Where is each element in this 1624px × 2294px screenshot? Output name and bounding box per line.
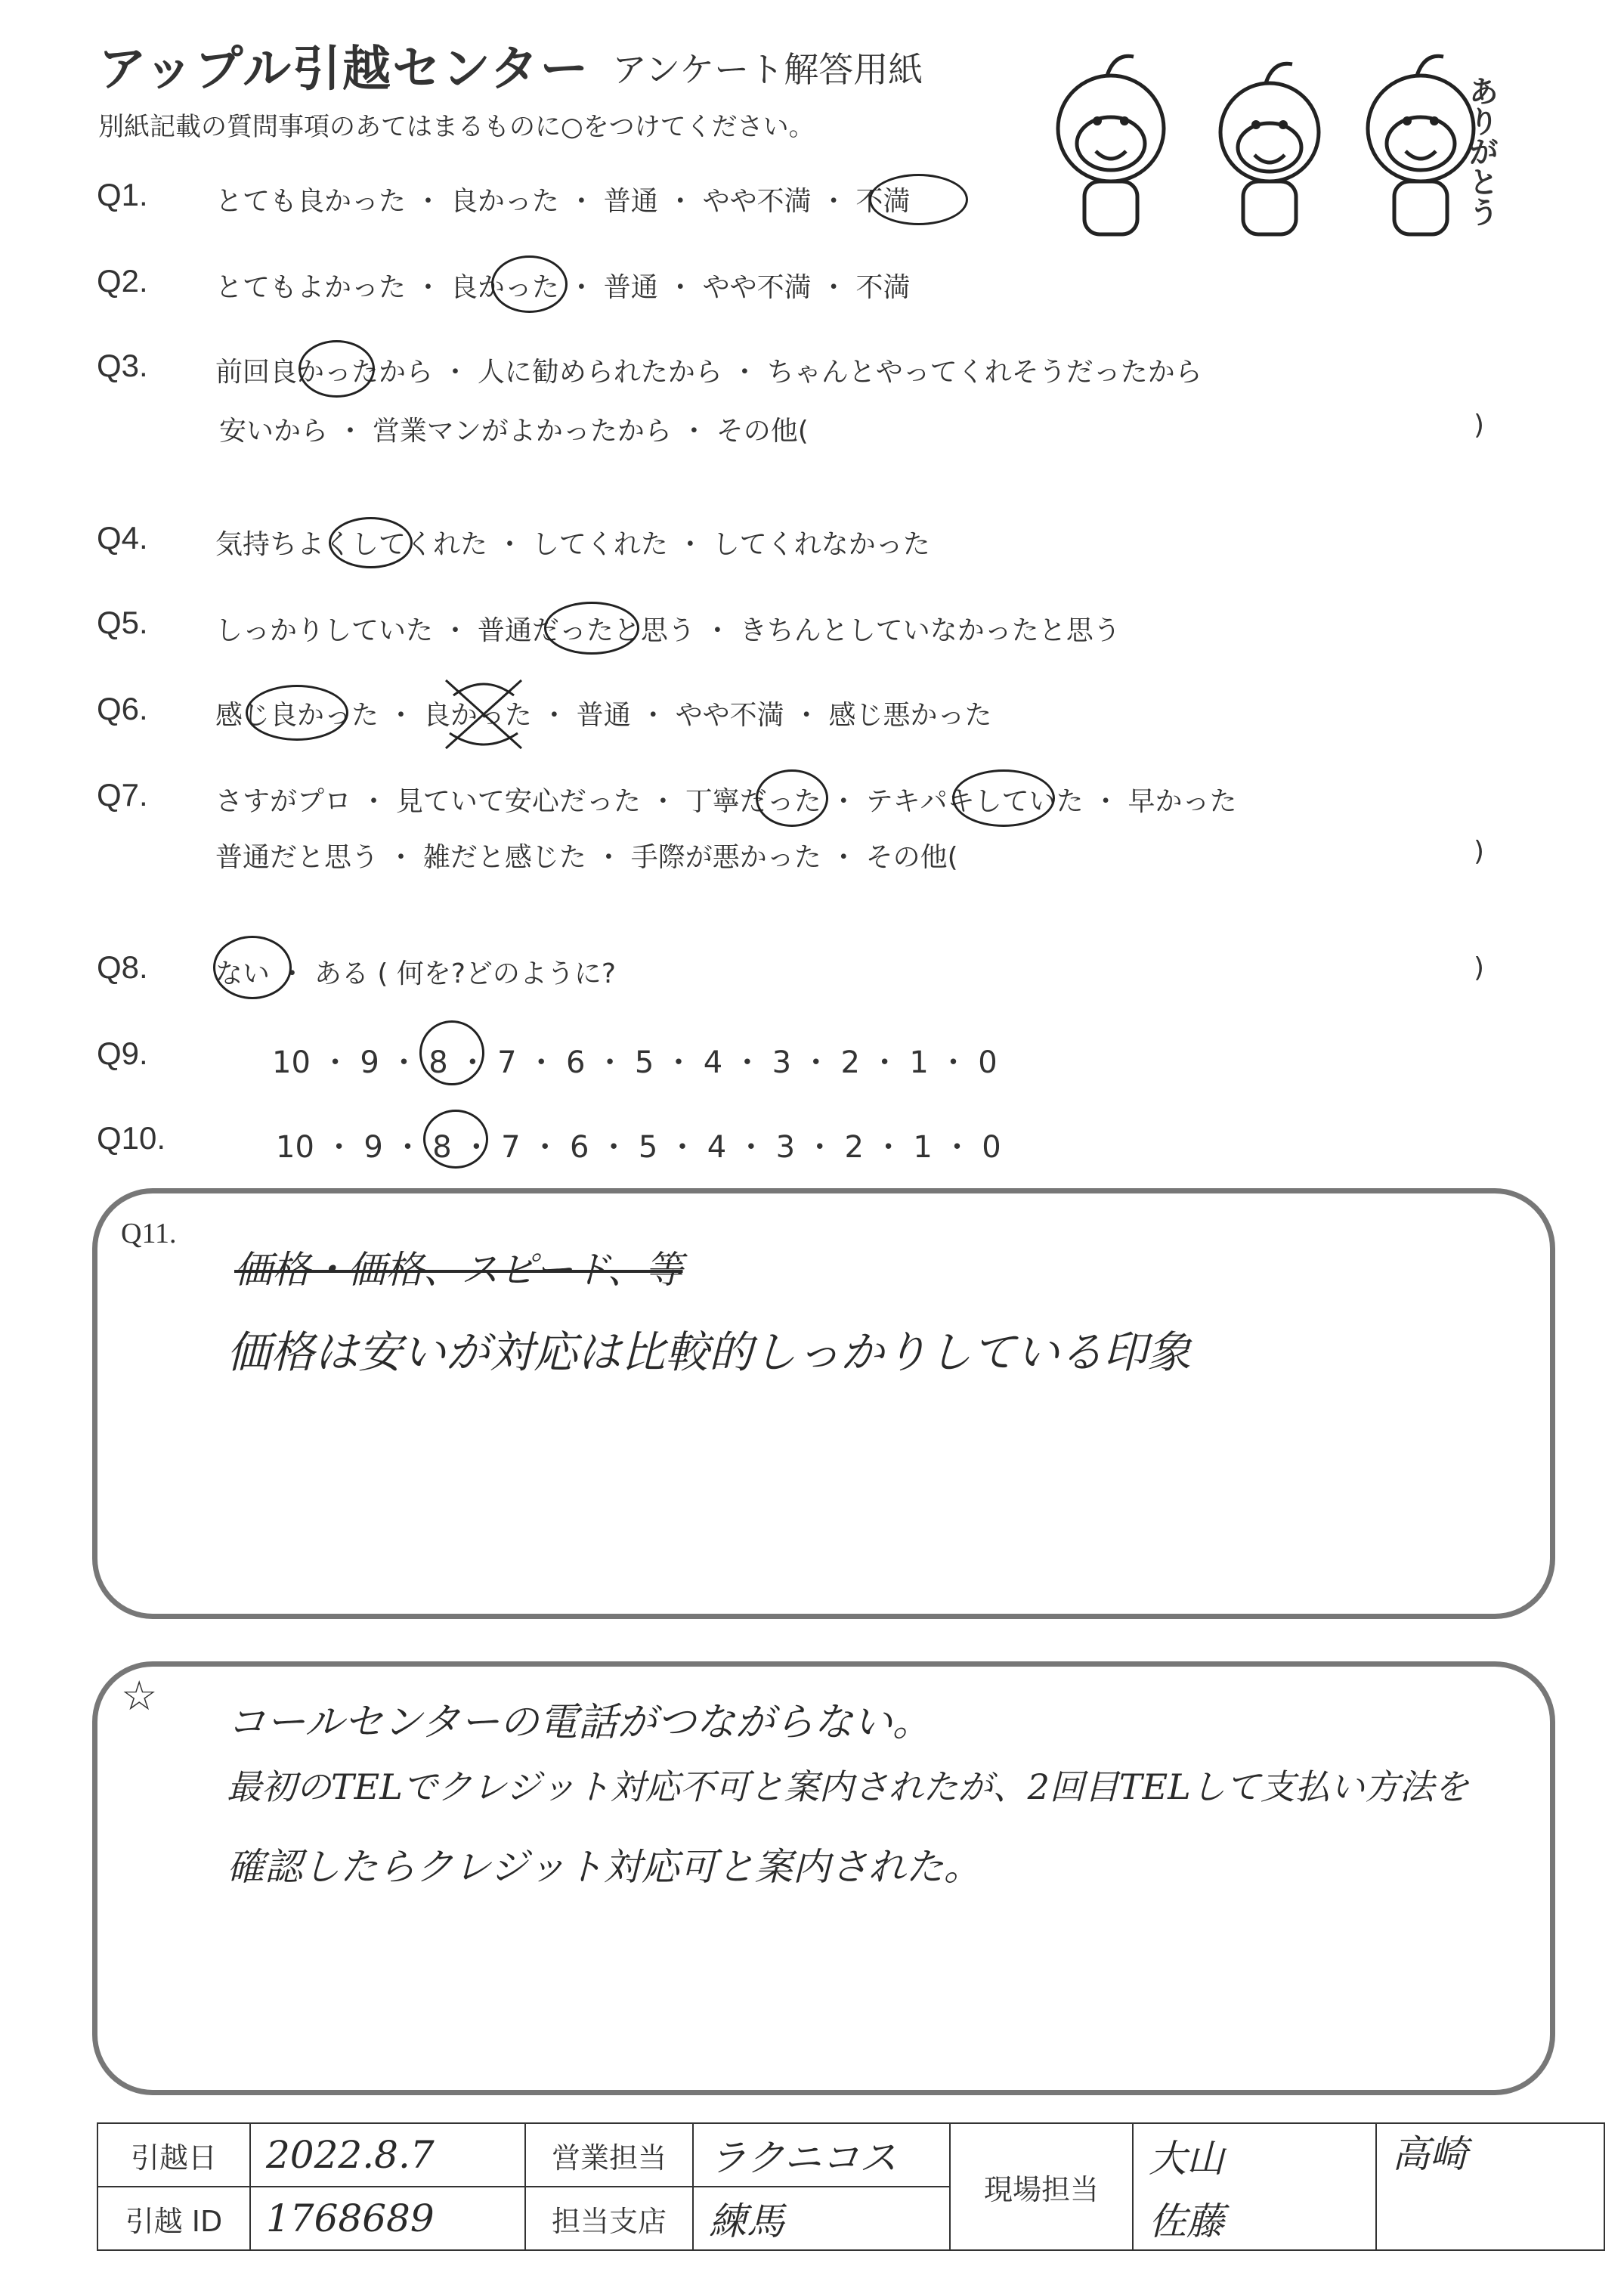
thanks-text: ありがとう: [1464, 76, 1499, 227]
staff-table: [97, 2122, 1605, 2251]
q4-label: Q4.: [97, 520, 148, 556]
q7-close-paren: ): [1474, 836, 1485, 867]
q4-options: 気持ちよくしてくれた ・ してくれた ・ してくれなかった: [215, 529, 930, 560]
move-id-label: 引越 ID: [97, 2187, 250, 2250]
q8-close-paren: ): [1474, 952, 1485, 983]
comment-line-1: コールセンターの電話がつながらない。: [227, 1700, 932, 1745]
branch-label: 担当支店: [525, 2187, 693, 2250]
q10-scale: 10 ・ 9 ・ 8 ・ 7 ・ 6 ・ 5 ・ 4 ・ 3 ・ 2 ・ 1 ・ 0: [276, 1130, 1001, 1165]
q10-label: Q10.: [97, 1120, 166, 1156]
move-date-value: 2022.8.7: [250, 2123, 525, 2187]
q7-label: Q7.: [97, 777, 148, 813]
move-date-label: 引越日: [97, 2123, 250, 2187]
q11-label: Q11.: [121, 1218, 177, 1249]
q2-options: とてもよかった ・ 良かった ・ 普通 ・ やや不満 ・ 不満: [215, 272, 911, 303]
q6-options: 感じ良かった ・ 良かった ・ 普通 ・ やや不満 ・ 感じ悪かった: [215, 700, 992, 731]
site-staff-label: 現場担当: [950, 2123, 1133, 2250]
branch-value: 練馬: [693, 2187, 950, 2250]
site-staff-1: 大山: [1133, 2123, 1376, 2187]
q11-struck-text: 価格・価格、スピード、等: [234, 1248, 683, 1292]
move-id-value: 1768689: [250, 2187, 525, 2250]
site-staff-2: 佐藤: [1133, 2187, 1376, 2250]
q7-answer-circle-2: [952, 769, 1055, 827]
q9-answer-circle: [419, 1020, 484, 1085]
q3-options-line1: 前回良かったから ・ 人に勧められたから ・ ちゃんとやってくれそうだったから: [215, 357, 1202, 388]
page-title: アップル引越センター: [98, 42, 590, 98]
q9-scale: 10 ・ 9 ・ 8 ・ 7 ・ 6 ・ 5 ・ 4 ・ 3 ・ 2 ・ 1 ・ 0: [272, 1045, 998, 1080]
q1-label: Q1.: [97, 177, 148, 212]
instruction-text: 別紙記載の質問事項のあてはまるものに○をつけてください。: [98, 112, 815, 142]
sales-value: ラクニコス: [693, 2123, 950, 2187]
sales-label: 営業担当: [525, 2123, 693, 2187]
q5-options: しっかりしていた ・ 普通だったと思う ・ きちんとしていなかったと思う: [215, 615, 1121, 646]
q8-answer-circle: [213, 936, 292, 999]
q9-label: Q9.: [97, 1036, 148, 1071]
q7-options-line2: 普通だと思う ・ 雑だと感じた ・ 手際が悪かった ・ その他(: [215, 842, 958, 873]
q8-label: Q8.: [97, 949, 148, 985]
q3-close-paren: ): [1474, 410, 1485, 441]
q2-label: Q2.: [97, 263, 148, 299]
q5-label: Q5.: [97, 605, 148, 640]
q1-answer-circle: [869, 174, 968, 225]
q6-scribble-mark: [438, 673, 529, 756]
q7-answer-circle-1: [756, 769, 828, 827]
q8-options: ない ・ ある ( 何を?どのように?: [215, 958, 617, 989]
q5-answer-circle: [544, 602, 639, 655]
q2-answer-circle: [491, 255, 568, 313]
q6-answer-circle: [246, 685, 348, 741]
form-title: アンケート解答用紙: [612, 49, 923, 90]
star-mark: ☆: [121, 1672, 158, 1720]
q10-answer-circle: [423, 1110, 488, 1169]
site-staff-3: 高崎: [1376, 2123, 1604, 2250]
q3-options-line2: 安いから ・ 営業マンがよかったから ・ その他(: [219, 416, 809, 447]
comment-line-3: 確認したらクレジット対応可と案内された。: [227, 1845, 982, 1889]
q11-answer-text: 価格は安いが対応は比較的しっかりしている印象: [227, 1327, 1192, 1378]
q3-answer-circle: [299, 340, 375, 398]
q6-label: Q6.: [97, 691, 148, 726]
comment-line-2: 最初のTELでクレジット対応不可と案内されたが、2回目TELして支払い方法を: [227, 1766, 1469, 1807]
q1-options: とても良かった ・ 良かった ・ 普通 ・ やや不満 ・ 不満: [215, 186, 911, 217]
q4-answer-circle: [329, 517, 413, 568]
mascot-illustration: [1028, 45, 1519, 249]
q7-options-line1: さすがプロ ・ 見ていて安心だった ・ 丁寧だった ・ テキパキしていた ・ 早かった: [215, 786, 1237, 817]
q3-label: Q3.: [97, 348, 148, 383]
